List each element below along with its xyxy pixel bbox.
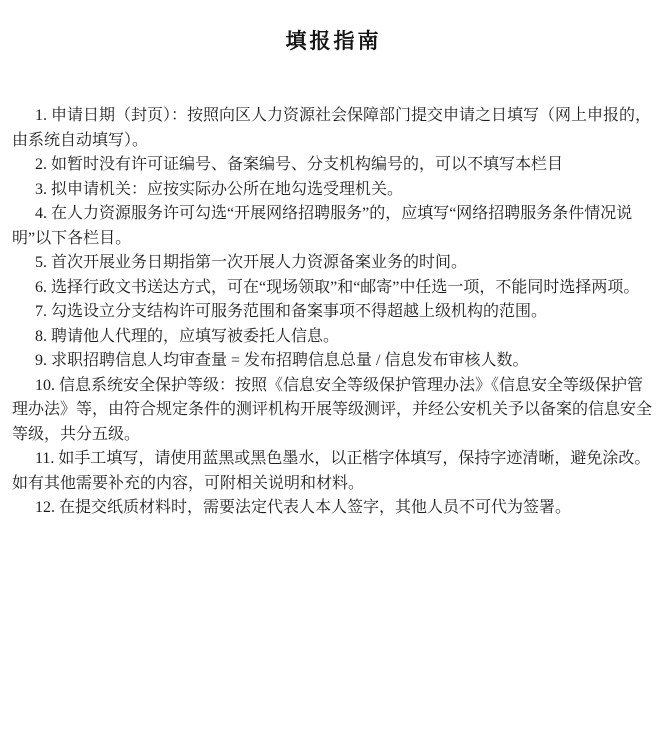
guide-item-5: 5. 首次开展业务日期指第一次开展人力资源备案业务的时间。 [35,254,468,271]
guide-item-3: 3. 拟申请机关：应按实际办公所在地勾选受理机关。 [35,180,404,198]
guide-item-1: 1. 申请日期（封页）：按照向区人力资源社会保障部门提交申请之日填写（网上申报的，由系统自动填写）。 [12,107,652,149]
guide-item-7: 7. 勾选设立分支结构许可服务范围和备案事项不得超越上级机构的范围。 [35,303,548,320]
guide-item-12: 12. 在提交纸质材料时，需要法定代表人本人签字，其他人员不可代为签署。 [35,499,572,516]
guide-item-4: 4. 在人力资源服务许可勾选“开展网络招聘服务”的，应填写“网络招聘服务条件情况说明”以下各栏目。 [12,205,633,247]
guide-item-11: 11. 如手工填写，请使用蓝黑或黑色墨水，以正楷字体填写，保持字迹清晰，避免涂改。如有其他需要补充的内容，可附相关说明和材料。 [12,450,651,492]
guide-item-6: 6. 选择行政文书送达方式，可在“现场领取”和“邮寄”中任选一项，不能同时选择两项。 [35,278,640,296]
guide-item-9: 9. 求职招聘信息人均审查量 = 发布招聘信息总量 / 信息发布审核人数。 [35,352,529,369]
page-title: 填报指南 [285,30,382,53]
guide-content [12,104,655,521]
guide-item-8: 8. 聘请他人代理的，应填写被委托人信息。 [35,327,340,345]
guide-item-2: 2. 如暂时没有许可证编号、备案编号、分支机构编号的，可以不填写本栏目 [35,156,564,173]
guide-item-10: 10. 信息系统安全保护等级：按照《信息安全等级保护管理办法》《信息安全等级保护管理办法》等，由符合规定条件的测评机构开展等级测评，并经公安机关予以备案的信息安全等级，共分五级。 [12,376,653,443]
